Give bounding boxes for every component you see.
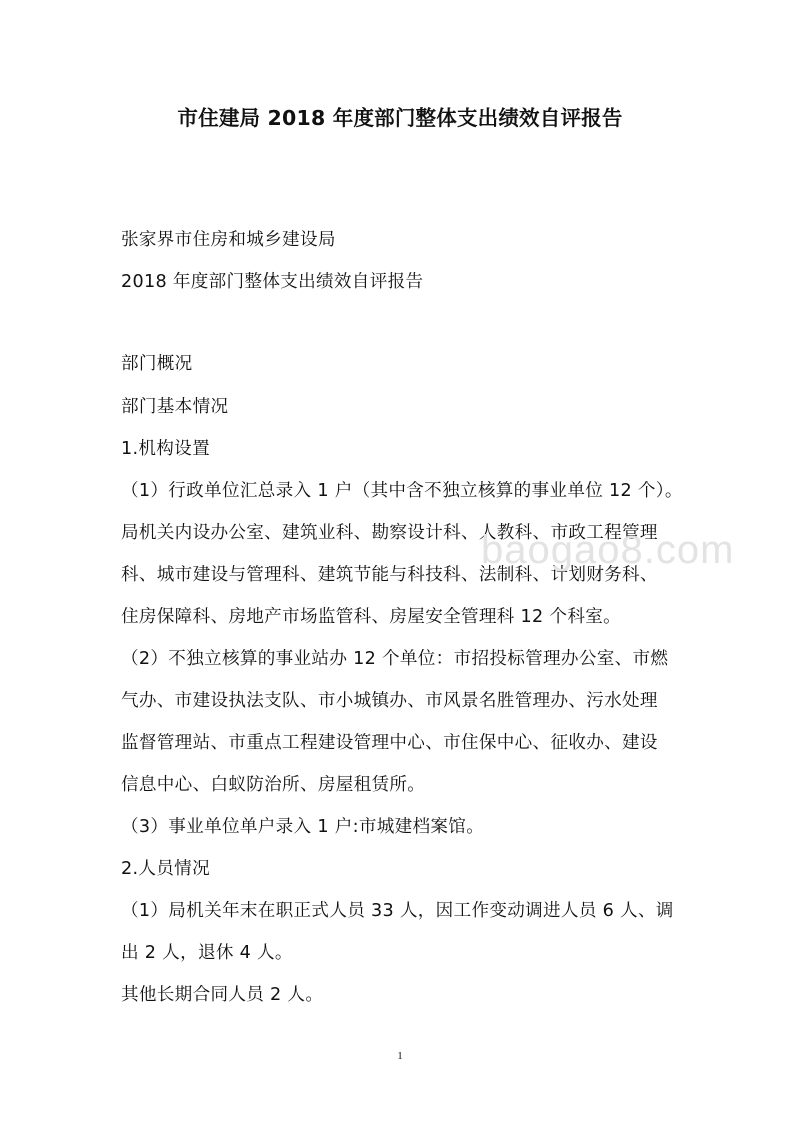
paragraph-line: （1）局机关年末在职正式人员 33 人，因工作变动调进人员 6 人、调 <box>121 901 674 921</box>
paragraph-line: 信息中心、白蚁防治所、房屋租赁所。 <box>121 775 426 795</box>
watermark: baogao8.com <box>481 528 735 572</box>
paragraph-line: 监督管理站、市重点工程建设管理中心、市住保中心、征收办、建设 <box>121 733 658 753</box>
section-heading-organization: 1.机构设置 <box>121 439 210 459</box>
paragraph-line: （1）行政单位汇总录入 1 户（其中含不独立核算的事业单位 12 个）。 <box>121 481 683 501</box>
org-name: 张家界市住房和城乡建设局 <box>121 230 336 250</box>
section-heading-personnel: 2.人员情况 <box>121 859 210 879</box>
paragraph-line: （2）不独立核算的事业站办 12 个单位：市招投标管理办公室、市燃 <box>121 649 669 669</box>
paragraph-line: 科、城市建设与管理科、建筑节能与科技科、法制科、计划财务科、 <box>121 565 658 585</box>
paragraph-line: 住房保障科、房地产市场监管科、房屋安全管理科 12 个科室。 <box>121 607 622 627</box>
section-heading-overview: 部门概况 <box>121 354 193 374</box>
paragraph-line: 局机关内设办公室、建筑业科、勘察设计科、人教科、市政工程管理 <box>121 523 658 543</box>
paragraph-line: （3）事业单位单户录入 1 户:市城建档案馆。 <box>121 817 485 837</box>
paragraph-line: 气办、市建设执法支队、市小城镇办、市风景名胜管理办、污水处理 <box>121 691 658 711</box>
report-subtitle: 2018 年度部门整体支出绩效自评报告 <box>121 272 424 292</box>
paragraph-line: 其他长期合同人员 2 人。 <box>121 985 324 1005</box>
document-title: 市住建局 2018 年度部门整体支出绩效自评报告 <box>177 106 623 130</box>
section-heading-basic-info: 部门基本情况 <box>121 397 229 417</box>
paragraph-line: 出 2 人，退休 4 人。 <box>121 943 293 963</box>
page-number: 1 <box>397 1050 403 1062</box>
